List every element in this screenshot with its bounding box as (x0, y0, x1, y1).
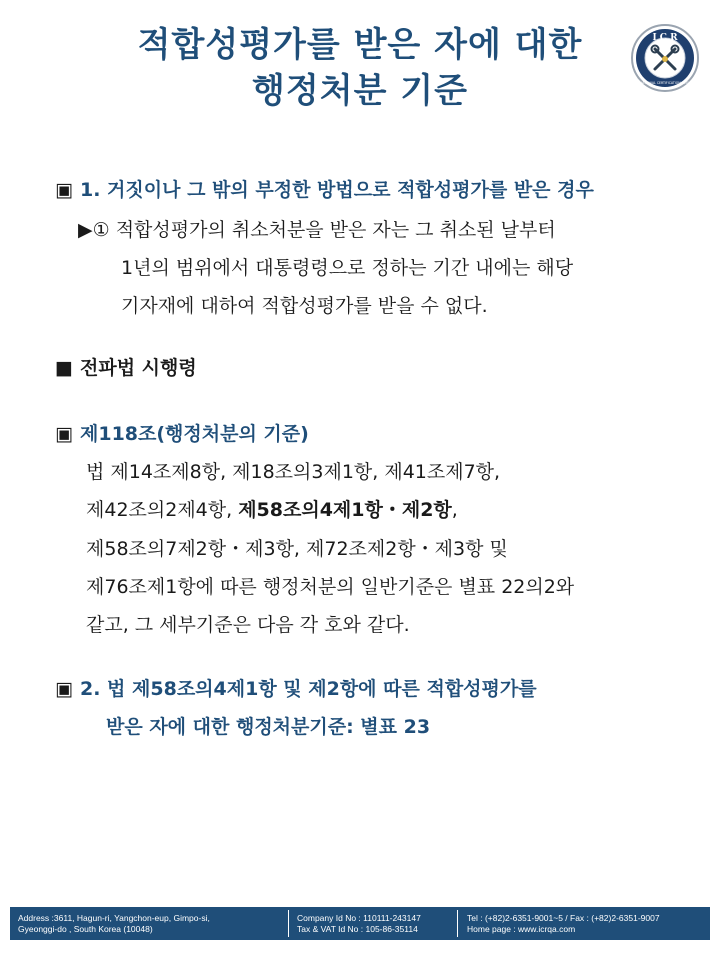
section-3-heading-text: 제118조(행정처분의 기준) (80, 423, 309, 445)
section-4-line-1: 2. 법 제58조의4제1항 및 제2항에 따른 적합성평가를 (80, 678, 537, 700)
section-3-line-2-start: 제42조의2제4항, (86, 499, 239, 521)
section-3-line-5: 같고, 그 세부기준은 다음 각 호와 같다. (86, 614, 410, 636)
section-3-line-4: 제76조제1항에 따른 행정처분의 일반기준은 별표 22의2와 (86, 576, 575, 598)
icr-logo (630, 23, 700, 93)
footer-phone-fax: Tel : (+82)2-6351-9001~5 / Fax : (+82)2-6351-9007 (467, 913, 660, 923)
section-1-line-3: 기자재에 대하여 적합성평가를 받을 수 없다. (121, 295, 488, 317)
footer-company-id: Company Id No : 110111-243147 (297, 913, 421, 923)
section-3-line-3: 제58조의7제2항・제3항, 제72조제2항・제3항 및 (86, 538, 508, 560)
section-2-heading-text: 전파법 시행령 (80, 357, 197, 379)
section-marker: ▣ (55, 678, 73, 700)
section-marker: ▣ (55, 423, 73, 445)
title-line-2: 행정처분 기준 (252, 71, 468, 111)
footer-divider (457, 910, 458, 937)
section-1-line-1: 적합성평가의 취소처분을 받은 자는 그 취소된 날부터 (115, 219, 556, 241)
footer-tax-id: Tax & VAT Id No : 105-86-35114 (297, 924, 418, 934)
section-4-line-2: 받은 자에 대한 행정처분기준: 별표 23 (106, 716, 431, 738)
footer-company (297, 913, 421, 935)
footer-address-line-1: Address :3611, Hagun-ri, Yangchon-eup, Gimpo-si, (18, 913, 210, 923)
section-4-heading (55, 677, 537, 701)
section-marker: ▣ (55, 179, 73, 201)
section-1-bullet-line (78, 218, 556, 242)
section-marker: ■ (55, 357, 73, 379)
section-3-line-1: 법 제14조제8항, 제18조의3제1항, 제41조제7항, (86, 461, 501, 483)
section-2-heading (55, 356, 197, 380)
footer-address-line-2: Gyeonggi-do , South Korea (10048) (18, 924, 153, 934)
page-title (60, 22, 660, 114)
svg-text:I C R: I C R (652, 33, 678, 43)
section-1-line-2: 1년의 범위에서 대통령령으로 정하는 기간 내에는 해당 (121, 257, 574, 279)
svg-text:INTERNATIONAL CERTIFICATION RE: INTERNATIONAL CERTIFICATION REGISTRAR (630, 81, 700, 85)
footer-address (18, 913, 210, 935)
icr-seal-icon (630, 23, 700, 93)
section-3-line-2-end: , (451, 499, 458, 521)
bullet-marker: ▶① (78, 219, 110, 241)
section-1-heading (55, 178, 594, 202)
title-line-1: 적합성평가를 받은 자에 대한 (137, 25, 583, 65)
footer-bar (10, 907, 710, 940)
section-3-line-2-bold: 제58조의4제1항・제2항 (238, 499, 452, 521)
section-3-line-2 (86, 498, 458, 522)
footer-homepage[interactable]: Home page : www.icrqa.com (467, 924, 576, 934)
footer-divider (288, 910, 289, 937)
footer-contact (467, 913, 660, 935)
section-3-heading (55, 422, 309, 446)
section-1-heading-text: 1. 거짓이나 그 밖의 부정한 방법으로 적합성평가를 받은 경우 (80, 179, 594, 201)
